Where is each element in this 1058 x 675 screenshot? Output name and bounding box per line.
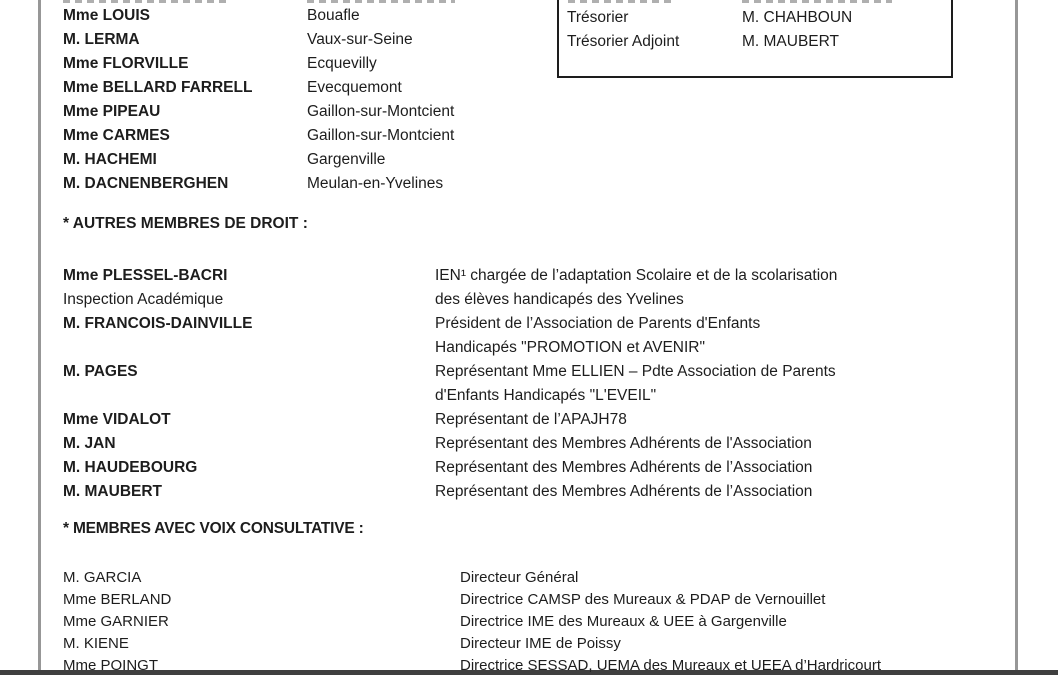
consultative-row [63,589,881,611]
droit-desc: Représentant des Membres Adhérents de l’Association [435,459,813,476]
droit-desc: d'Enfants Handicapés "L'EVEIL" [435,387,657,404]
member-row [63,4,454,28]
droit-name: M. MAUBERT [63,483,163,500]
droit-row [63,360,837,384]
page-right-edge-line [1015,0,1018,671]
consultative-row [63,611,881,633]
member-row [63,28,454,52]
droit-name: M. FRANCOIS-DAINVILLE [63,315,253,332]
consultative-row [63,655,881,675]
droit-row [63,432,837,456]
droit-row [63,480,837,504]
droit-desc: Handicapés "PROMOTION et AVENIR" [435,339,705,356]
section-title: * MEMBRES AVEC VOIX CONSULTATIVE : [63,520,364,537]
droit-row [63,408,837,432]
consultative-name: M. GARCIA [63,569,142,586]
bureau-role: Trésorier Adjoint [567,33,680,50]
section-autres-membres-de-droit [63,212,837,504]
member-row [63,124,454,148]
consultative-name: M. KIENE [63,635,129,652]
consultative-desc: Directrice IME des Mureaux & UEE à Gargenville [460,613,787,630]
droit-name: Mme VIDALOT [63,411,171,428]
member-city: Ecquevilly [307,55,377,72]
droit-name: Mme PLESSEL-BACRI [63,267,228,284]
consultative-name: Mme GARNIER [63,613,169,630]
droit-desc: Représentant de l’APAJH78 [435,411,627,428]
droit-name: M. HAUDEBOURG [63,459,198,476]
member-name: M. HACHEMI [63,151,157,168]
droit-name: Inspection Académique [63,291,224,308]
bureau-roles-box [557,0,953,78]
consultative-row [63,633,881,655]
page-left-edge-line [38,0,41,671]
member-name: Mme CARMES [63,127,170,144]
bureau-holder: M. CHAHBOUN [742,9,853,26]
droit-row [63,264,837,288]
droit-desc: des élèves handicapés des Yvelines [435,291,684,308]
member-row [63,76,454,100]
cutoff-text-artifact [742,0,892,3]
consultative-desc: Directrice SESSAD, UEMA des Mureaux et UEEA d’Hardricourt [460,657,881,674]
section-title: * AUTRES MEMBRES DE DROIT : [63,215,308,232]
member-row [63,172,454,196]
droit-row [63,456,837,480]
bureau-row [567,30,951,54]
member-name: M. LERMA [63,31,140,48]
member-city: Evecquemont [307,79,402,96]
bureau-holder: M. MAUBERT [742,33,840,50]
droit-desc: Représentant des Membres Adhérents de l’Association [435,483,813,500]
member-row [63,100,454,124]
consultative-desc: Directeur Général [460,569,579,586]
droit-desc: Président de l’Association de Parents d'Enfants [435,315,761,332]
member-city: Bouafle [307,7,360,24]
droit-name: M. JAN [63,435,116,452]
consultative-desc: Directrice CAMSP des Mureaux & PDAP de Vernouillet [460,591,826,608]
droit-name: M. PAGES [63,363,138,380]
droit-desc: IEN¹ chargée de l’adaptation Scolaire et de la scolarisation [435,267,838,284]
consultative-desc: Directeur IME de Poissy [460,635,621,652]
droit-row [63,312,837,336]
consultative-row [63,567,881,589]
droit-row [63,288,837,312]
cutoff-text-artifact [63,0,231,3]
member-name: Mme FLORVILLE [63,55,189,72]
member-name: Mme PIPEAU [63,103,161,120]
bureau-row [567,6,951,30]
member-name: M. DACNENBERGHEN [63,175,229,192]
consultative-name: Mme BERLAND [63,591,172,608]
member-city: Vaux-sur-Seine [307,31,413,48]
cutoff-text-artifact [307,0,455,3]
bureau-role: Trésorier [567,9,629,26]
member-name: Mme LOUIS [63,7,150,24]
droit-row [63,336,837,360]
member-city: Gaillon-sur-Montcient [307,127,455,144]
member-city: Gaillon-sur-Montcient [307,103,455,120]
member-name: Mme BELLARD FARRELL [63,79,253,96]
droit-row [63,384,837,408]
cutoff-text-artifact [568,0,676,3]
member-row [63,148,454,172]
member-city: Meulan-en-Yvelines [307,175,444,192]
members-city-list [63,4,454,196]
section-membres-voix-consultative [63,517,881,675]
member-row [63,52,454,76]
member-city: Gargenville [307,151,386,168]
consultative-name: Mme POINGT [63,657,159,674]
droit-desc: Représentant des Membres Adhérents de l'Association [435,435,812,452]
droit-desc: Représentant Mme ELLIEN – Pdte Association de Parents [435,363,836,380]
